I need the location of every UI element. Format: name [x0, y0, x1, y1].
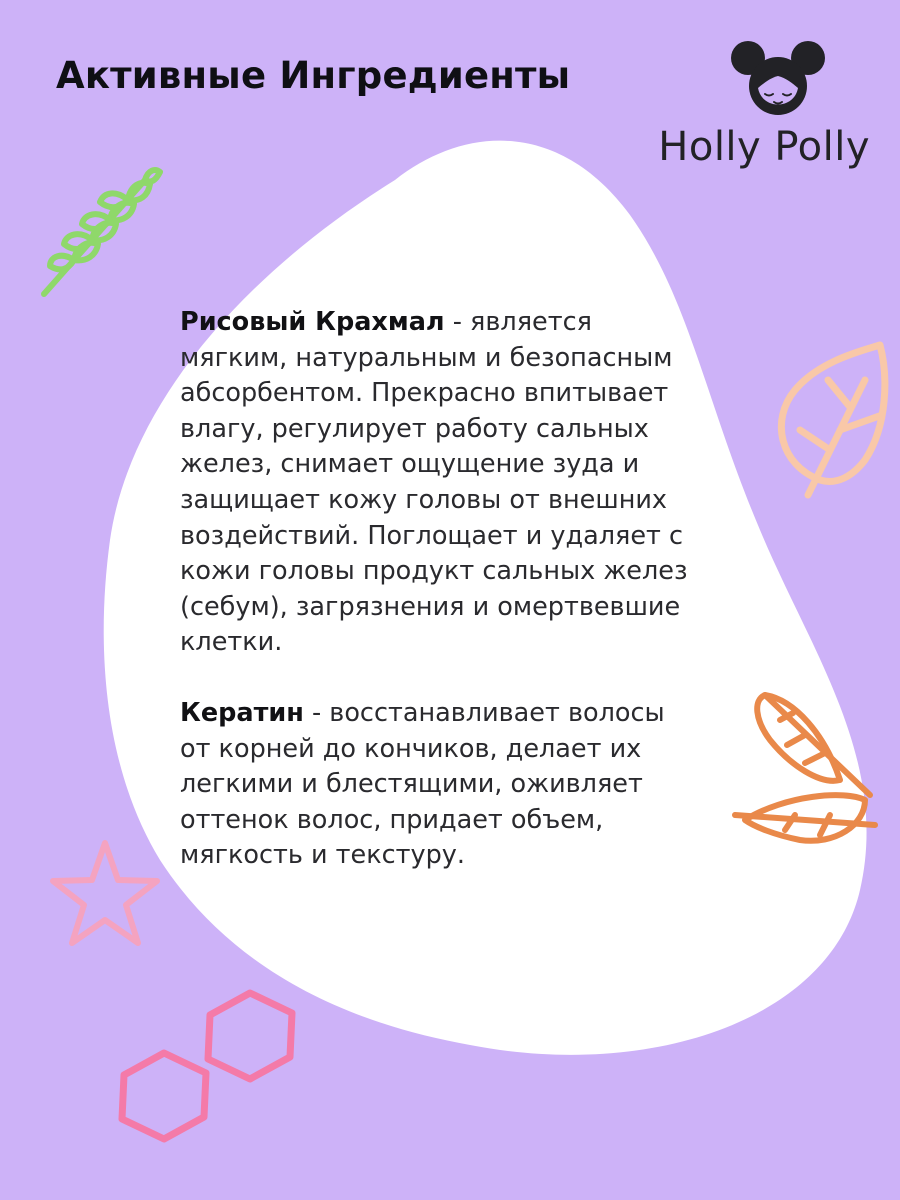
ingredient-name: Кератин	[180, 697, 304, 728]
ingredient-description: восстанавливает волосы от корней до кончиков, делает их легкими и блестящими, оживляет оттенок волос, придает объем, мягкость и текстуру.	[180, 697, 665, 871]
ingredient-keratin	[180, 696, 700, 874]
ingredient-separator: -	[303, 697, 330, 728]
leaf-icon	[770, 335, 900, 505]
page-title: Активные Ингредиенты	[56, 54, 571, 97]
ingredient-rice-starch	[180, 305, 700, 661]
brand-name: Holly Polly	[658, 124, 870, 170]
girl-face-logo-icon	[728, 38, 828, 116]
wheat-icon	[30, 160, 180, 310]
star-icon	[45, 835, 165, 955]
ingredient-name: Рисовый Крахмал	[180, 307, 445, 337]
ingredient-separator: -	[444, 307, 471, 337]
ingredient-description: является мягким, натуральным и безопасным абсорбентом. Прекрасно впитывает влагу, регулирует работу сальных желез, снимает ощущение зуда и защищает кожу головы от внешних воздействий. Поглощает и удаляет с кожи головы продукт сальных желез (себум), загрязнения и омертвевшие клетки.	[180, 307, 688, 658]
ingredients-list	[180, 305, 700, 909]
hexagons-icon	[110, 985, 310, 1155]
feathers-icon	[725, 685, 885, 865]
